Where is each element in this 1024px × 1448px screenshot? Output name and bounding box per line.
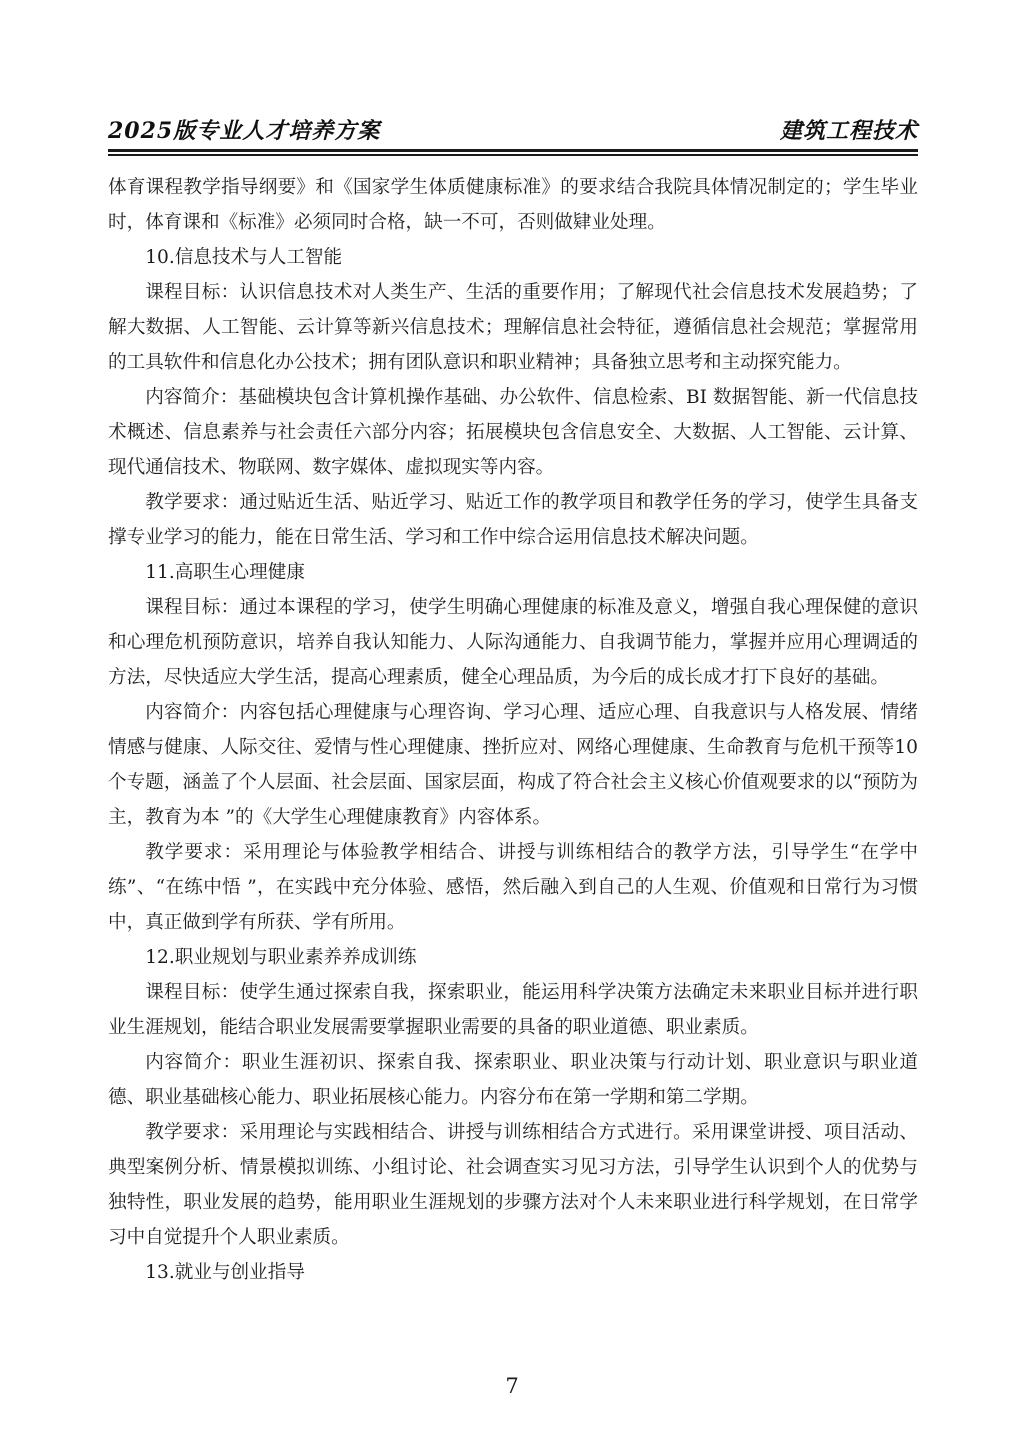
page-header xyxy=(108,114,918,145)
paragraph: 内容简介：基础模块包含计算机操作基础、办公软件、信息检索、BI 数据智能、新一代信息技术概述、信息素养与社会责任六部分内容；拓展模块包含信息安全、大数据、人工智能、云计算、现代通信技术、物联网、数字媒体、虚拟现实等内容。 xyxy=(108,387,918,478)
header-program-name: 建筑工程技术 xyxy=(779,118,918,144)
paragraph: 教学要求：采用理论与实践相结合、讲授与训练相结合方式进行。采用课堂讲授、项目活动、典型案例分析、情景模拟训练、小组讨论、社会调查实习见习方法，引导学生认识到个人的优势与独特性，职业发展的趋势，能用职业生涯规划的步骤方法对个人未来职业进行科学规划，在日常学习中自觉提升个人职业素质。 xyxy=(108,1122,918,1248)
paragraph: 课程目标：使学生通过探索自我，探索职业，能运用科学决策方法确定未来职业目标并进行职业生涯规划，能结合职业发展需要掌握职业需要的具备的职业道德、职业素质。 xyxy=(108,982,918,1038)
paragraph: 教学要求：通过贴近生活、贴近学习、贴近工作的教学项目和教学任务的学习，使学生具备支撑专业学习的能力，能在日常生活、学习和工作中综合运用信息技术解决问题。 xyxy=(108,492,918,548)
page-number: 7 xyxy=(505,1374,519,1398)
paragraph: 体育课程教学指导纲要》和《国家学生体质健康标准》的要求结合我院具体情况制定的；学生毕业时，体育课和《标准》必须同时合格，缺一不可，否则做肄业处理。 xyxy=(108,177,918,233)
paragraph: 课程目标：认识信息技术对人类生产、生活的重要作用；了解现代社会信息技术发展趋势；了解大数据、人工智能、云计算等新兴信息技术；理解信息社会特征，遵循信息社会规范；掌握常用的工具软件和信息化办公技术；拥有团队意识和职业精神；具备独立思考和主动探究能力。 xyxy=(108,282,918,373)
document-body xyxy=(108,170,918,1290)
section-heading: 12.职业规划与职业素养养成训练 xyxy=(145,947,417,968)
paragraph: 内容简介：职业生涯初识、探索自我、探索职业、职业决策与行动计划、职业意识与职业道德、职业基础核心能力、职业拓展核心能力。内容分布在第一学期和第二学期。 xyxy=(108,1052,918,1108)
page-footer xyxy=(0,1374,1024,1398)
paragraph: 课程目标：通过本课程的学习，使学生明确心理健康的标准及意义，增强自我心理保健的意识和心理危机预防意识，培养自我认知能力、人际沟通能力、自我调节能力，掌握并应用心理调适的方法，尽快适应大学生活，提高心理素质，健全心理品质，为今后的成长成才打下良好的基础。 xyxy=(108,597,918,688)
paragraph: 内容简介：内容包括心理健康与心理咨询、学习心理、适应心理、自我意识与人格发展、情绪情感与健康、人际交往、爱情与性心理健康、挫折应对、网络心理健康、生命教育与危机干预等10个专题，涵盖了个人层面、社会层面、国家层面，构成了符合社会主义核心价值观要求的以“预防为主，教育为本 ”的《大学生心理健康教育》内容体系。 xyxy=(108,702,918,828)
header-divider xyxy=(108,149,918,156)
header-title: 2025版专业人才培养方案 xyxy=(108,118,381,144)
paragraph: 教学要求：采用理论与体验教学相结合、讲授与训练相结合的教学方法，引导学生“在学中练”、“在练中悟 ”，在实践中充分体验、感悟，然后融入到自己的人生观、价值观和日常行为习惯中，真正做到学有所获、学有所用。 xyxy=(108,842,918,933)
section-heading: 13.就业与创业指导 xyxy=(145,1262,305,1283)
section-heading: 11.高职生心理健康 xyxy=(145,562,305,583)
section-heading: 10.信息技术与人工智能 xyxy=(145,247,343,268)
